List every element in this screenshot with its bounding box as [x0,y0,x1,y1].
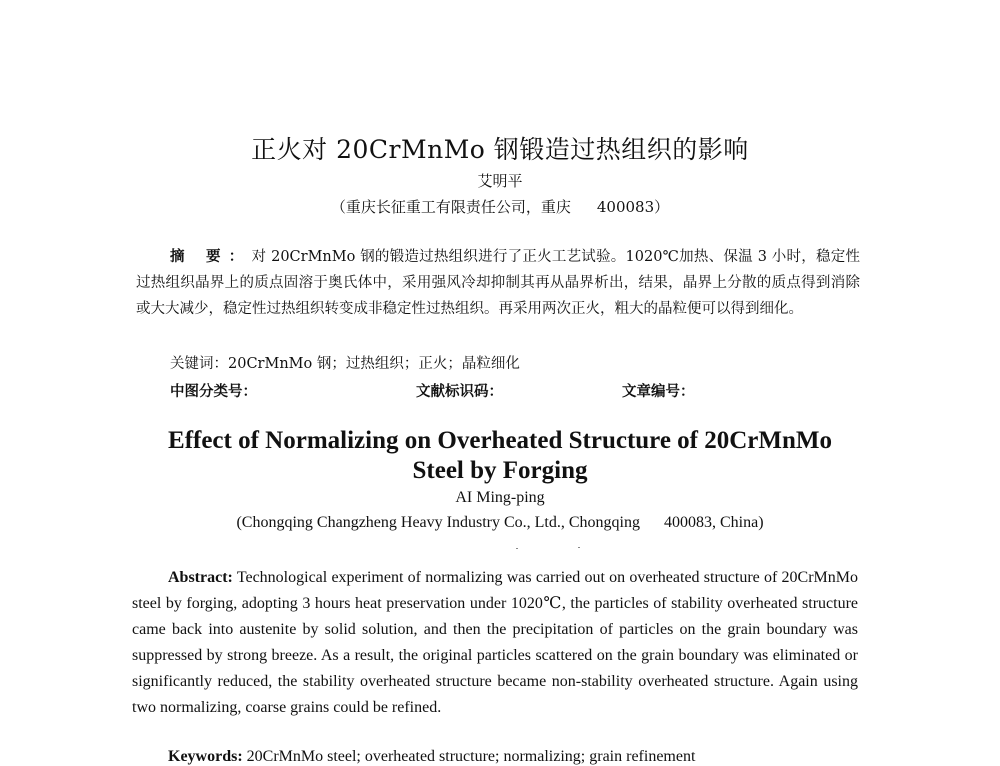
chinese-abstract [136,244,860,322]
chinese-abstract-text: 对 20CrMnMo 钢的锻造过热组织进行了正火工艺试验。1020℃加热、保温 3 小时，稳定性过热组织晶界上的质点固溶于奥氏体中，采用强风冷却抑制其再从晶界析出，结果，晶界上分散的质点得到消除或大大减少，稳定性过热组织转变成非稳定性过热组织。再采用两次正火，粗大的晶粒便可以得到细化。 [136,249,860,317]
english-affiliation-code: 400083, China) [663,514,764,531]
chinese-affiliation [0,196,1000,217]
scan-speck [578,547,580,548]
english-affiliation-name: (Chongqing Changzheng Heavy Industry Co., Ltd., Chongqing [236,514,640,531]
english-keywords-label: Keywords: [168,748,243,765]
english-affiliation [0,514,1000,532]
chinese-abstract-label: 摘 要： [170,248,252,265]
chinese-affiliation-name: （重庆长征重工有限责任公司，重庆 [330,198,571,216]
document-code-label: 文献标识码： [416,383,503,400]
english-title-line-2: Steel by Forging [412,457,588,484]
english-abstract-text: Technological experiment of normalizing was carried out on overheated structure of 20CrMnMo steel by forging, adopting 3 hours heat preservation under 1020℃, the particles of stability overheated structure came back into austenite by solid solution, and then the precipitation of particles on the grain boundary was suppressed by strong breeze. As a result, the original particles scattered on the grain boundary was eliminated or significantly reduced, the stability overheated structure became non-stability overheated structure. Again using two normalizing, coarse grains could be refined. [132,569,858,716]
english-title-line-1: Effect of Normalizing on Overheated Structure of 20CrMnMo [168,427,832,454]
chinese-title: 正火对 20CrMnMo 钢锻造过热组织的影响 [251,135,749,164]
chinese-keywords: 关键词：20CrMnMo 钢；过热组织；正火；晶粒细化 [170,356,520,372]
scan-speck [516,548,518,549]
article-number-label: 文章编号： [622,383,695,400]
english-title [0,426,1000,486]
english-keywords [168,748,695,766]
english-abstract [132,565,858,721]
chinese-author: 艾明平 [477,172,523,190]
english-keywords-text: 20CrMnMo steel; overheated structure; normalizing; grain refinement [242,748,696,765]
english-author: AI Ming-ping [455,489,545,506]
class-number-label: 中图分类号： [170,383,257,400]
english-abstract-label: Abstract: [168,569,233,586]
chinese-affiliation-code: 400083） [596,198,670,216]
